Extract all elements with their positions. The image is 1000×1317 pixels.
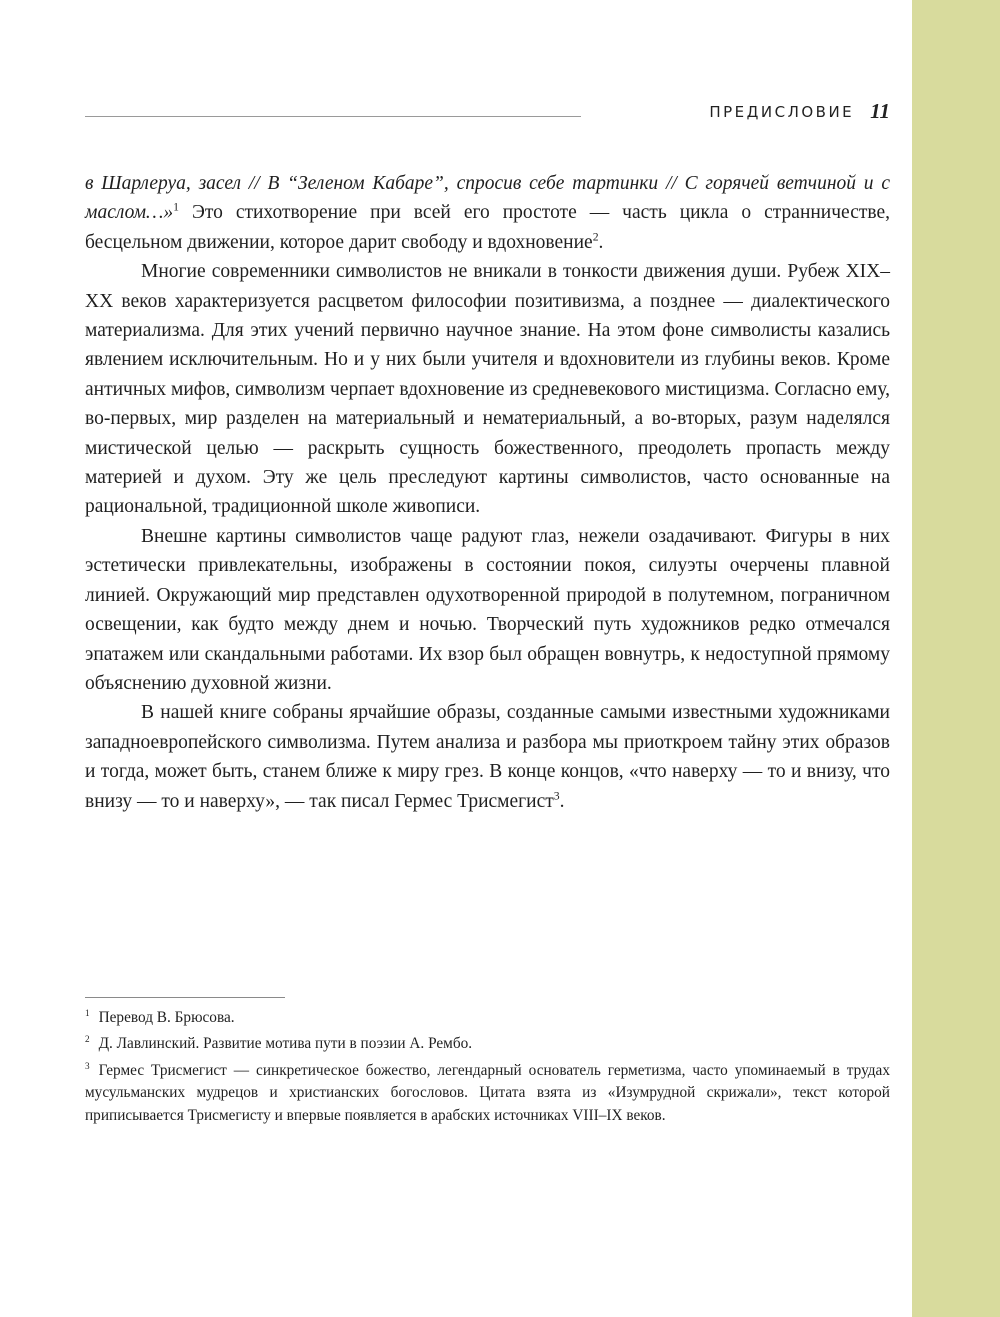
footnote-2: [85, 1033, 890, 1055]
footnote-marker: 1: [85, 1007, 90, 1018]
page-edge-accent-strip: [912, 0, 1000, 1317]
header-rule: [85, 116, 581, 117]
footnote-3: [85, 1060, 890, 1127]
paragraph-text-italic: в Шарлеруа, засел // В “Зеленом Кабаре”, спросив себе тартинки // С горячей ветчиной и с маслом…»: [85, 173, 890, 224]
page-header: [85, 99, 890, 122]
paragraph-text: Многие современники символистов не вникали в тонкости движения души. Рубеж XIX–XX веков характеризуется расцветом философии позитивизма, а позднее — диалектического материализма. Для этих учений первично научное знание. На этом фоне символисты казались явлением исключительным. Но и у них были учителя и вдохновители из глубины веков. Кроме античных мифов, символизм черпает вдохновение из средневекового мистицизма. Согласно ему, во-первых, мир разделен на материальный и нематериальный, а во-вторых, разум наделялся мистической целью — раскрыть сущность божественного, преодолеть пропасть между материей и духом. Эту же цель преследуют картины символистов, часто основанные на рациональной, традиционной школе живописи.: [85, 261, 890, 518]
chapter-title: ПРЕДИСЛОВИЕ: [709, 103, 855, 121]
body-text: [85, 169, 890, 816]
footnotes-section: [85, 997, 890, 1131]
footnote-rule: [85, 997, 285, 998]
paragraph-text: .: [559, 790, 565, 812]
paragraph-text: Внешне картины символистов чаще радуют глаз, нежели озадачивают. Фигуры в них эстетически привлекательны, изображены в состоянии покоя, силуэты очерчены плавной линией. Окружающий мир представлен одухотворенной природой в полутемном, пограничном освещении, как будто между днем и ночью. Творческий путь художников редко отмечался эпатажем или скандальными работами. Их взор был обращен вовнутрь, к недоступной прямому объяснению духовной жизни.: [85, 525, 890, 694]
paragraph-text: В нашей книге собраны ярчайшие образы, созданные самыми известными художниками западноевропейского символизма. Путем анализа и разбора мы приоткроем тайну этих образов и тогда, может быть, станем ближе к миру грез. В конце концов, «что наверху — то и внизу, что внизу — то и наверху», — так писал Гермес Трисмегист: [85, 702, 890, 812]
paragraph-1: [85, 169, 890, 257]
paragraph-3: [85, 522, 890, 698]
footnote-1: [85, 1007, 890, 1029]
footnote-text: Перевод В. Брюсова.: [98, 1009, 235, 1026]
paragraph-text: Это стихотворение при всей его простоте — часть цикла о странничестве, бесцельном движении, которое дарит свободу и вдохновение: [85, 202, 890, 253]
footnote-text: Д. Лавлинский. Развитие мотива пути в поэзии А. Рембо.: [98, 1035, 473, 1053]
footnote-ref-3: 3: [553, 789, 560, 803]
footnote-ref-1: 1: [173, 200, 179, 214]
footnote-marker: 2: [85, 1034, 90, 1045]
footnote-marker: 3: [85, 1060, 90, 1071]
paragraph-4: [85, 698, 890, 816]
page-number: 11: [870, 99, 890, 124]
paragraph-2: [85, 257, 890, 522]
footnote-ref-2: 2: [592, 230, 599, 244]
footnote-text: Гермес Трисмегист — синкретическое божество, легендарный основатель герметизма, часто упоминаемый в трудах мусульманских мудрецов и христианских богословов. Цитата взята из «Изумрудной скрижали», текст которой приписывается Трисмегисту и впервые появляется в арабских источниках VIII–IX веков.: [85, 1061, 890, 1124]
paragraph-text: .: [598, 231, 604, 253]
